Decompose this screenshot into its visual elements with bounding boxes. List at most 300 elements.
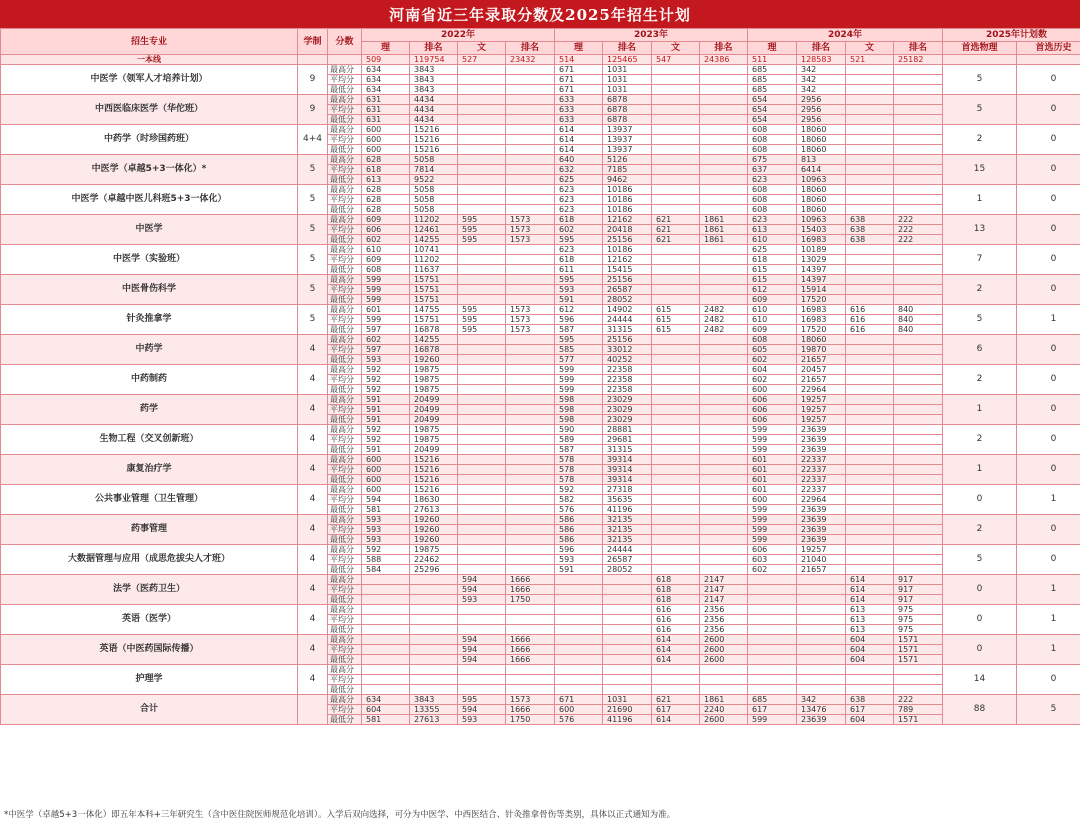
score-cell: 840 [894, 305, 943, 315]
header-sub-wen: 文 [652, 42, 700, 55]
score-cell: 577 [555, 355, 603, 365]
score-cell: 608 [748, 335, 797, 345]
score-cell [458, 685, 506, 695]
score-cell [894, 395, 943, 405]
score-cell: 634 [362, 65, 410, 75]
score-cell [652, 145, 700, 155]
score-cell: 637 [748, 165, 797, 175]
score-cell: 27613 [410, 505, 458, 515]
score-cell: 599 [748, 505, 797, 515]
score-cell: 2482 [700, 325, 748, 335]
score-cell: 615 [652, 305, 700, 315]
score-cell [410, 675, 458, 685]
score-cell: 599 [748, 715, 797, 725]
score-cell [846, 545, 894, 555]
score-cell: 39314 [603, 465, 652, 475]
score-cell: 19260 [410, 515, 458, 525]
score-cell [894, 185, 943, 195]
score-cell [846, 165, 894, 175]
score-cell: 1031 [603, 695, 652, 705]
score-cell [700, 85, 748, 95]
score-type-label: 平均分 [328, 645, 362, 655]
score-cell [700, 495, 748, 505]
score-cell: 595 [458, 215, 506, 225]
score-cell: 15216 [410, 135, 458, 145]
score-cell: 15216 [410, 465, 458, 475]
score-cell: 16983 [797, 235, 846, 245]
score-cell: 587 [555, 445, 603, 455]
score-cell: 609 [748, 295, 797, 305]
score-cell: 586 [555, 535, 603, 545]
score-cell: 606 [748, 545, 797, 555]
score-cell: 917 [894, 585, 943, 595]
score-cell: 11637 [410, 265, 458, 275]
score-cell [458, 475, 506, 485]
score-cell: 611 [555, 265, 603, 275]
score-cell [506, 445, 555, 455]
score-cell: 14255 [410, 335, 458, 345]
major-group [1, 215, 1080, 245]
score-cell: 599 [555, 385, 603, 395]
major-duration: 4 [298, 335, 328, 365]
plan-history: 0 [1017, 545, 1080, 575]
score-cell: 16878 [410, 325, 458, 335]
score-cell: 26587 [603, 555, 652, 565]
score-type-label: 平均分 [328, 105, 362, 115]
score-cell: 613 [362, 175, 410, 185]
plan-physics: 14 [943, 665, 1017, 695]
score-cell: 32135 [603, 525, 652, 535]
score-cell [362, 665, 410, 675]
score-cell: 593 [555, 285, 603, 295]
score-cell [652, 205, 700, 215]
score-cell [700, 115, 748, 125]
score-cell [458, 565, 506, 575]
score-cell [700, 275, 748, 285]
score-cell: 18060 [797, 195, 846, 205]
score-cell: 3843 [410, 85, 458, 95]
score-cell [846, 275, 894, 285]
score-cell: 614 [846, 585, 894, 595]
yixian-value: 128583 [797, 55, 846, 65]
score-cell [846, 115, 894, 125]
score-cell [506, 415, 555, 425]
score-cell: 608 [748, 195, 797, 205]
score-cell: 917 [894, 595, 943, 605]
score-cell: 1750 [506, 715, 555, 725]
score-cell: 23639 [797, 525, 846, 535]
score-cell: 12162 [603, 255, 652, 265]
plan-history: 0 [1017, 365, 1080, 395]
score-cell [652, 75, 700, 85]
major-group [1, 305, 1080, 335]
score-cell: 1573 [506, 325, 555, 335]
score-cell: 1666 [506, 575, 555, 585]
score-cell [894, 675, 943, 685]
score-cell [506, 245, 555, 255]
score-cell: 610 [748, 315, 797, 325]
score-cell [846, 285, 894, 295]
score-cell [894, 295, 943, 305]
score-cell [652, 155, 700, 165]
score-cell [458, 145, 506, 155]
score-cell: 1031 [603, 65, 652, 75]
score-type-label: 最高分 [328, 425, 362, 435]
score-cell [362, 675, 410, 685]
score-cell: 789 [894, 705, 943, 715]
score-cell: 591 [555, 565, 603, 575]
score-cell: 671 [555, 695, 603, 705]
score-cell: 21657 [797, 565, 846, 575]
score-cell: 634 [362, 85, 410, 95]
score-type-label: 最低分 [328, 535, 362, 545]
score-cell: 342 [797, 65, 846, 75]
yixian-value: 25182 [894, 55, 943, 65]
score-cell [894, 255, 943, 265]
score-cell [458, 375, 506, 385]
score-cell: 634 [362, 695, 410, 705]
score-cell [506, 675, 555, 685]
score-cell [410, 685, 458, 695]
major-duration: 4 [298, 635, 328, 665]
score-type-label: 平均分 [328, 345, 362, 355]
major-duration [298, 695, 328, 725]
major-duration: 5 [298, 185, 328, 215]
score-cell: 613 [846, 625, 894, 635]
score-cell [652, 455, 700, 465]
score-cell: 633 [555, 115, 603, 125]
score-cell [894, 205, 943, 215]
score-cell: 1571 [894, 715, 943, 725]
score-cell: 675 [748, 155, 797, 165]
score-cell [894, 115, 943, 125]
score-cell [748, 625, 797, 635]
score-cell [652, 295, 700, 305]
score-cell: 25156 [603, 335, 652, 345]
score-cell [846, 335, 894, 345]
score-cell [700, 545, 748, 555]
major-name: 中医骨伤科学 [1, 275, 298, 305]
score-cell [458, 405, 506, 415]
score-cell [846, 495, 894, 505]
score-cell [652, 415, 700, 425]
score-row [1, 305, 1080, 315]
score-cell: 594 [458, 645, 506, 655]
score-type-label: 最高分 [328, 95, 362, 105]
score-cell: 14902 [603, 305, 652, 315]
major-group [1, 125, 1080, 155]
score-type-label: 平均分 [328, 225, 362, 235]
score-cell [506, 365, 555, 375]
score-cell [894, 485, 943, 495]
major-duration: 4 [298, 485, 328, 515]
score-cell: 685 [748, 65, 797, 75]
score-cell: 610 [362, 245, 410, 255]
score-type-label: 平均分 [328, 495, 362, 505]
score-cell: 1666 [506, 645, 555, 655]
score-row [1, 365, 1080, 375]
score-cell: 614 [555, 145, 603, 155]
score-cell: 2482 [700, 305, 748, 315]
score-cell [700, 475, 748, 485]
score-cell: 586 [555, 515, 603, 525]
score-cell [603, 595, 652, 605]
score-row [1, 425, 1080, 435]
score-type-label: 最低分 [328, 655, 362, 665]
score-cell: 2356 [700, 605, 748, 615]
score-cell: 601 [748, 465, 797, 475]
score-type-label: 最低分 [328, 415, 362, 425]
score-cell [458, 125, 506, 135]
major-group [1, 245, 1080, 275]
plan-physics: 13 [943, 215, 1017, 245]
score-cell: 6878 [603, 115, 652, 125]
score-cell [652, 115, 700, 125]
yixian-value: 119754 [410, 55, 458, 65]
score-type-label: 最低分 [328, 685, 362, 695]
score-cell: 6414 [797, 165, 846, 175]
score-cell: 584 [362, 565, 410, 575]
score-cell: 597 [362, 325, 410, 335]
score-cell [652, 445, 700, 455]
score-cell [506, 665, 555, 675]
yixian-value: 23432 [506, 55, 555, 65]
score-cell [458, 485, 506, 495]
score-cell: 19257 [797, 395, 846, 405]
score-cell: 604 [748, 365, 797, 375]
score-cell: 15216 [410, 485, 458, 495]
score-cell [506, 265, 555, 275]
score-cell: 654 [748, 95, 797, 105]
score-row [1, 695, 1080, 705]
score-cell: 599 [362, 285, 410, 295]
plan-history: 0 [1017, 65, 1080, 95]
score-cell: 601 [748, 485, 797, 495]
score-cell [652, 255, 700, 265]
score-cell: 4434 [410, 115, 458, 125]
score-cell: 342 [797, 695, 846, 705]
score-cell: 13937 [603, 135, 652, 145]
score-cell [506, 475, 555, 485]
major-name: 英语（医学） [1, 605, 298, 635]
major-group [1, 515, 1080, 545]
score-cell [700, 285, 748, 295]
score-cell: 592 [362, 365, 410, 375]
score-cell: 592 [362, 425, 410, 435]
score-cell: 593 [362, 525, 410, 535]
score-cell: 2600 [700, 635, 748, 645]
score-cell: 16878 [410, 345, 458, 355]
header-sub-wen: 文 [458, 42, 506, 55]
major-duration: 5 [298, 275, 328, 305]
plan-history: 5 [1017, 695, 1080, 725]
score-cell [506, 385, 555, 395]
score-cell [846, 65, 894, 75]
score-cell: 20499 [410, 445, 458, 455]
score-cell [846, 265, 894, 275]
score-cell: 32135 [603, 515, 652, 525]
score-cell: 840 [894, 325, 943, 335]
score-cell: 813 [797, 155, 846, 165]
major-name: 公共事业管理（卫生管理） [1, 485, 298, 515]
score-cell [506, 465, 555, 475]
score-type-label: 最高分 [328, 515, 362, 525]
score-type-label: 最低分 [328, 595, 362, 605]
score-cell: 18060 [797, 125, 846, 135]
score-cell: 604 [846, 645, 894, 655]
score-cell [652, 125, 700, 135]
score-cell: 5058 [410, 205, 458, 215]
score-cell [458, 185, 506, 195]
score-cell: 31315 [603, 445, 652, 455]
score-cell: 23639 [797, 435, 846, 445]
score-cell [652, 285, 700, 295]
major-group [1, 695, 1080, 725]
score-cell [700, 665, 748, 675]
score-cell [362, 655, 410, 665]
major-duration: 5 [298, 305, 328, 335]
score-cell [506, 435, 555, 445]
score-cell: 1573 [506, 695, 555, 705]
score-cell: 25156 [603, 235, 652, 245]
score-type-label: 最低分 [328, 175, 362, 185]
score-cell: 5058 [410, 195, 458, 205]
score-type-label: 最低分 [328, 85, 362, 95]
score-cell: 594 [458, 655, 506, 665]
score-cell [362, 685, 410, 695]
score-cell: 593 [362, 355, 410, 365]
score-cell: 975 [894, 615, 943, 625]
score-cell: 685 [748, 85, 797, 95]
score-cell: 6878 [603, 95, 652, 105]
score-cell: 15403 [797, 225, 846, 235]
score-cell [458, 435, 506, 445]
score-cell: 608 [748, 205, 797, 215]
score-cell [846, 525, 894, 535]
major-duration: 9 [298, 65, 328, 95]
score-cell [700, 565, 748, 575]
score-cell: 19875 [410, 435, 458, 445]
score-cell [506, 565, 555, 575]
score-cell [700, 445, 748, 455]
score-cell: 1666 [506, 635, 555, 645]
score-cell: 25156 [603, 275, 652, 285]
score-cell [362, 615, 410, 625]
score-cell: 606 [362, 225, 410, 235]
score-cell: 608 [748, 185, 797, 195]
score-cell: 623 [555, 195, 603, 205]
score-cell [410, 605, 458, 615]
score-cell: 631 [362, 115, 410, 125]
score-cell [846, 295, 894, 305]
score-cell: 4434 [410, 105, 458, 115]
score-cell [410, 635, 458, 645]
score-cell: 610 [748, 235, 797, 245]
score-cell: 22462 [410, 555, 458, 565]
score-cell [700, 65, 748, 75]
major-duration: 4 [298, 665, 328, 695]
score-cell: 621 [652, 225, 700, 235]
major-group [1, 635, 1080, 665]
score-cell [458, 155, 506, 165]
score-cell [362, 585, 410, 595]
score-cell: 591 [362, 395, 410, 405]
score-cell: 685 [748, 695, 797, 705]
header-duration: 学制 [298, 29, 328, 55]
plan-history: 0 [1017, 215, 1080, 245]
score-type-label: 平均分 [328, 135, 362, 145]
score-cell: 602 [555, 225, 603, 235]
score-cell: 917 [894, 575, 943, 585]
score-cell [458, 75, 506, 85]
score-row [1, 155, 1080, 165]
score-cell: 595 [555, 275, 603, 285]
score-cell [652, 245, 700, 255]
score-cell: 19257 [797, 545, 846, 555]
header-year-2022: 2022年 [362, 29, 555, 42]
footnote: *中医学（卓越5+3一体化）即五年本科+三年研究生（含中医住院医师规范化培训）。入学后双向选择，可分为中医学、中西医结合、针灸推拿骨伤等类别，具体以正式通知为准。 [4, 810, 676, 820]
score-row [1, 665, 1080, 675]
score-cell: 592 [362, 375, 410, 385]
score-cell: 4434 [410, 95, 458, 105]
score-type-label: 平均分 [328, 375, 362, 385]
score-type-label: 最高分 [328, 545, 362, 555]
major-name: 药事管理 [1, 515, 298, 545]
score-type-label: 平均分 [328, 75, 362, 85]
score-cell: 591 [362, 445, 410, 455]
major-duration: 4 [298, 605, 328, 635]
score-cell [506, 375, 555, 385]
score-cell [700, 505, 748, 515]
score-type-label: 平均分 [328, 285, 362, 295]
score-cell [846, 455, 894, 465]
score-cell [458, 525, 506, 535]
plan-physics: 15 [943, 155, 1017, 185]
score-cell [846, 175, 894, 185]
score-cell: 22337 [797, 455, 846, 465]
score-cell [603, 645, 652, 655]
score-cell [700, 455, 748, 465]
score-cell [458, 165, 506, 175]
score-cell [894, 75, 943, 85]
score-cell [410, 615, 458, 625]
score-cell: 581 [362, 715, 410, 725]
score-cell [846, 205, 894, 215]
score-cell: 638 [846, 225, 894, 235]
plan-physics: 1 [943, 395, 1017, 425]
header-sub-rank: 排名 [797, 42, 846, 55]
score-cell: 21690 [603, 705, 652, 715]
yixian-empty [1017, 55, 1080, 65]
score-cell: 222 [894, 235, 943, 245]
score-type-label: 最低分 [328, 115, 362, 125]
score-cell [506, 165, 555, 175]
score-cell [652, 345, 700, 355]
score-cell [797, 595, 846, 605]
score-cell [846, 95, 894, 105]
score-cell: 2956 [797, 115, 846, 125]
score-cell: 604 [846, 635, 894, 645]
score-cell: 640 [555, 155, 603, 165]
score-cell: 595 [458, 325, 506, 335]
score-cell [410, 645, 458, 655]
score-cell [700, 135, 748, 145]
score-cell: 22337 [797, 465, 846, 475]
score-cell [652, 435, 700, 445]
score-cell [506, 275, 555, 285]
plan-physics: 88 [943, 695, 1017, 725]
score-cell: 598 [555, 405, 603, 415]
